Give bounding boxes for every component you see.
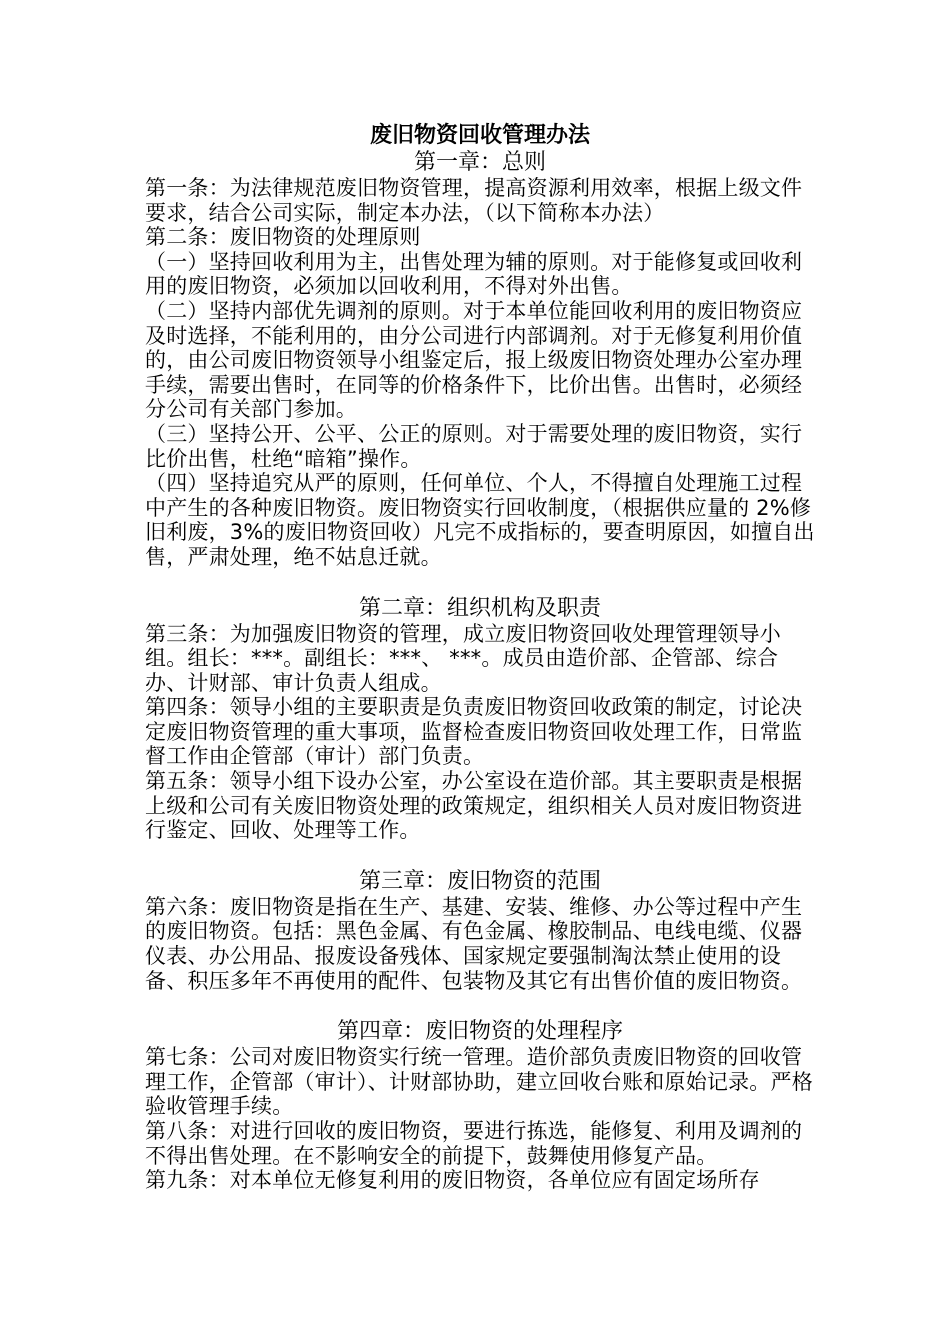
article-paragraph: 第七条：公司对废旧物资实行统一管理。造价部负责废旧物资的回收管理工作，企管部（审计）、计财部协助，建立回收台账和原始记录。严格验收管理手续。	[145, 1045, 813, 1119]
section-spacer	[145, 993, 815, 1019]
section-spacer	[145, 570, 815, 596]
article-paragraph: 第二条：废旧物资的处理原则	[145, 225, 421, 250]
chapter-heading: 第四章：废旧物资的处理程序	[336, 1019, 623, 1045]
article-paragraph: 第四条：领导小组的主要职责是负责废旧物资回收政策的制定，讨论决定废旧物资管理的重大事项，监督检查废旧物资回收处理工作，日常监督工作由企管部（审计）部门负责。	[145, 695, 803, 769]
article-paragraph: 第五条：领导小组下设办公室，办公室设在造价部。其主要职责是根据上级和公司有关废旧物资处理的政策规定，组织相关人员对废旧物资进行鉴定、回收、处理等工作。	[145, 769, 803, 843]
article-paragraph: 第八条：对进行回收的废旧物资，要进行拣选，能修复、利用及调剂的不得出售处理。在不影响安全的前提下，鼓舞使用修复产品。	[145, 1119, 803, 1168]
document-title: 废旧物资回收管理办法	[369, 123, 590, 148]
clause-paragraph: （二）坚持内部优先调剂的原则。对于本单位能回收利用的废旧物资应及时选择，不能利用的，由分公司进行内部调剂。对于无修复利用价值的，由公司废旧物资领导小组鉴定后，报上级废旧物资处理办公室办理手续，需要出售时，在同等的价格条件下，比价出售。出售时，必须经分公司有关部门参加。	[145, 298, 803, 422]
article-paragraph: 第一条：为法律规范废旧物资管理，提高资源利用效率，根据上级文件要求，结合公司实际，制定本办法，（以下简称本办法）	[145, 176, 803, 225]
clause-paragraph: （一）坚持回收利用为主，出售处理为辅的原则。对于能修复或回收利用的废旧物资，必须加以回收利用，不得对外出售。	[145, 249, 803, 299]
article-paragraph: 第九条：对本单位无修复利用的废旧物资，各单位应有固定场所存	[145, 1168, 760, 1193]
chapter-heading: 第三章：废旧物资的范围	[358, 868, 601, 894]
clause-paragraph: （四）坚持追究从严的原则，任何单位、个人，不得擅自处理施工过程中产生的各种废旧物资。废旧物资实行回收制度，（根据供应量的 2%修旧利废，3%的废旧物资回收）凡完不成指标的，要查明原因，如擅自出售，严肃处理，绝不姑息迁就。	[145, 471, 815, 569]
article-paragraph: 第三条：为加强废旧物资的管理，成立废旧物资回收处理管理领导小组。组长：***。副组长：***、 ***。成员由造价部、企管部、综合办、计财部、审计负责人组成。	[145, 621, 781, 695]
clause-paragraph: （三）坚持公开、公平、公正的原则。对于需要处理的废旧物资，实行比价出售，杜绝“暗箱”操作。	[145, 421, 803, 471]
document-body	[145, 122, 815, 1193]
chapter-heading: 第二章：组织机构及职责	[358, 595, 601, 621]
chapter-heading: 第一章：总则	[413, 150, 546, 175]
article-paragraph: 第六条：废旧物资是指在生产、基建、安装、维修、办公等过程中产生的废旧物资。包括：黑色金属、有色金属、橡胶制品、电线电缆、仪器仪表、办公用品、报废设备残体、国家规定要强制淘汰禁止使用的设备、积压多年不再使用的配件、包装物及其它有出售价值的废旧物资。	[145, 894, 803, 993]
section-spacer	[145, 843, 815, 869]
